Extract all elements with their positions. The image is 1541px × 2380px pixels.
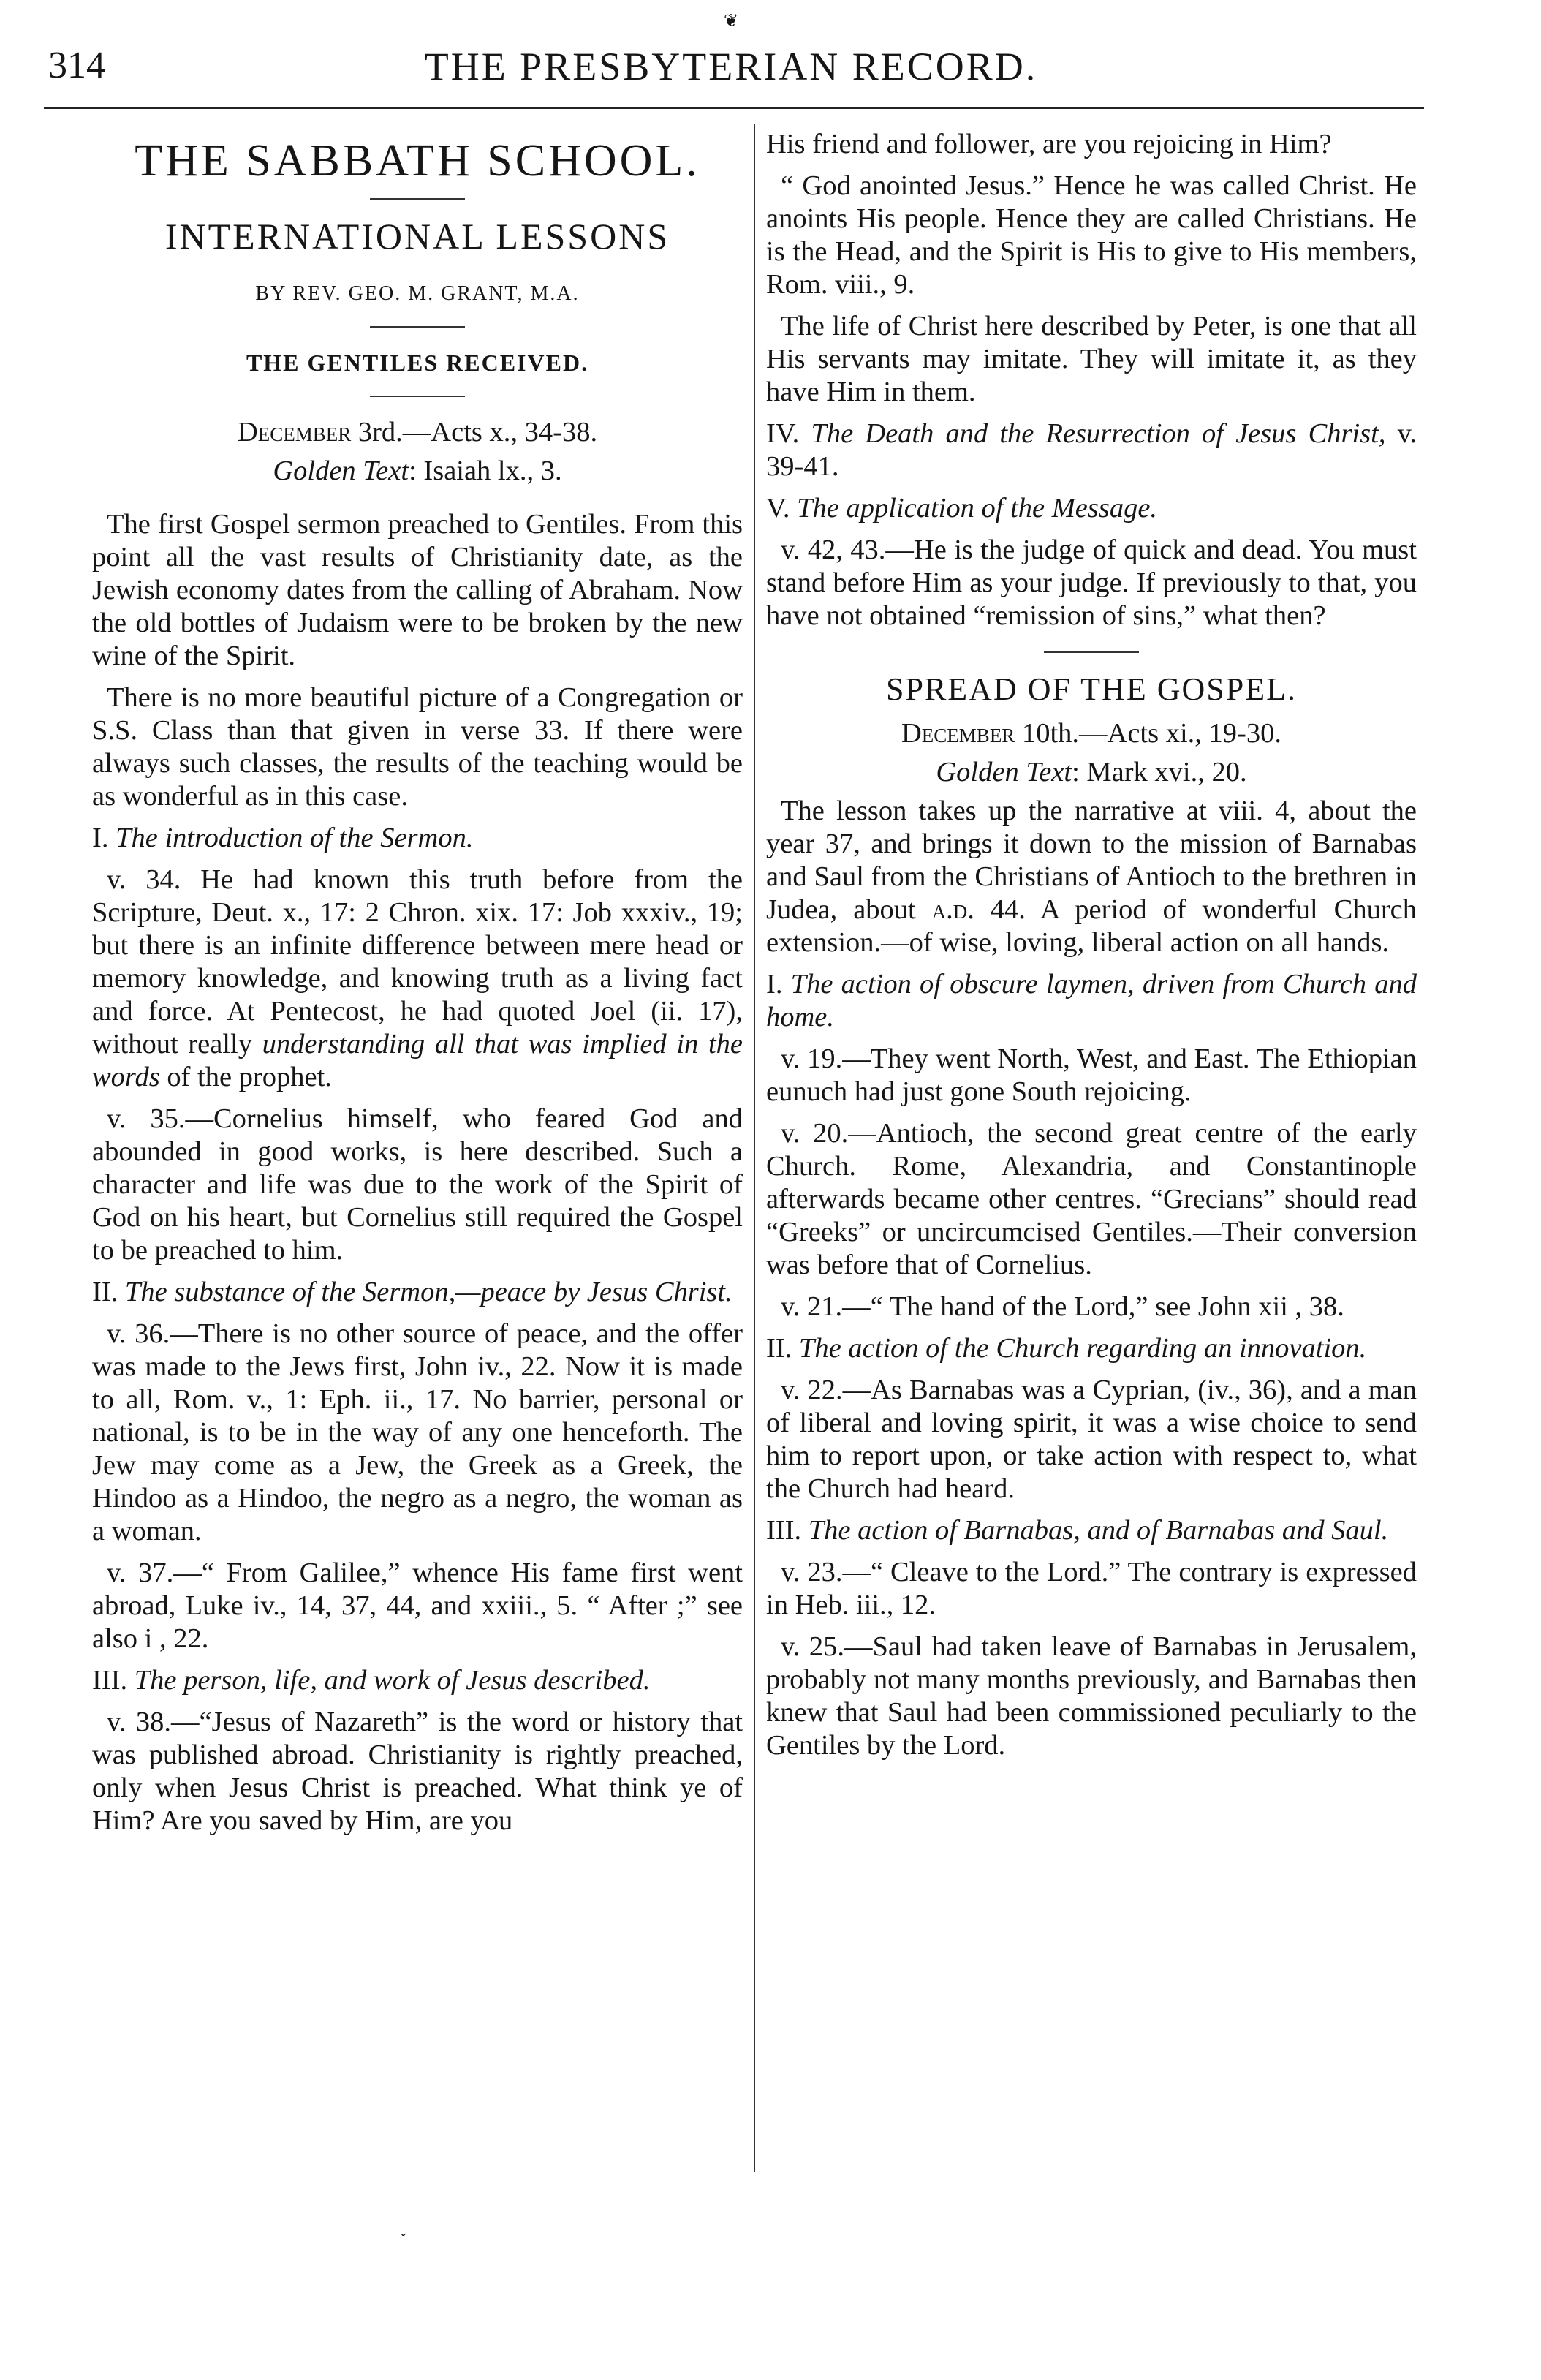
author-line: BY REV. GEO. M. GRANT, M.A.: [255, 282, 580, 305]
intro-paragraph: The lesson takes up the narrative at viii. 4, about the year 37, and brings it down to the mission of Barnabas and Saul from the Christians of Antioch to the brethren in Judea, about a.d. 44. A period of wonderful Church extension.—of wise, loving, liberal action on all hands.: [766, 796, 1417, 958]
title-rule: [370, 198, 465, 200]
verse-note: v. 34. He had known this truth before from the Scripture, Deut. x., 17: 2 Chron. xix. 17: Job xxxiv., 19; but there is an infinite difference between mere head or memory knowledge, and knowing truth as a living fact and force. At Pentecost, he had quoted Joel (ii. 17), without really understanding all that was implied in the words of the prophet.: [92, 864, 743, 1092]
running-head: THE PRESBYTERIAN RECORD.: [424, 45, 1038, 88]
section-heading: II. The action of the Church regarding an innovation.: [766, 1333, 1367, 1364]
section-heading: IV. The Death and the Resurrection of Jesus Christ, v. 39-41.: [766, 418, 1417, 482]
section-heading: III. The person, life, and work of Jesus described.: [92, 1665, 651, 1696]
lessons-title: INTERNATIONAL LESSONS: [164, 216, 670, 257]
section-heading: I. The action of obscure laymen, driven from Church and home.: [766, 969, 1417, 1032]
verse-note: v. 38.—“Jesus of Nazareth” is the word or history that was published abroad. Christianity is rightly preached, only when Jesus Christ is preached. What think ye of Him? Are you saved by Him, are you: [92, 1707, 743, 1836]
golden-text: Golden Text: Mark xvi., 20.: [936, 757, 1247, 787]
intro-paragraph: The first Gospel sermon preached to Gentiles. From this point all the vast results of Christianity date, as the Jewish economy dates from the calling of Abraham. Now the old bottles of Judaism were to be broken by the new wine of the Spirit.: [92, 509, 743, 671]
section-heading: V. The application of the Message.: [766, 493, 1158, 524]
verse-note: v. 42, 43.—He is the judge of quick and dead. You must stand before Him as your judge. If previously to that, you have not obtained “remission of sins,” what then?: [766, 534, 1417, 631]
lesson-title: SPREAD OF THE GOSPEL.: [886, 671, 1297, 707]
golden-text: Golden Text: Isaiah lx., 3.: [273, 456, 562, 486]
paragraph: The life of Christ here described by Peter, is one that all His servants may imitate. They will imitate it, as they have Him in them.: [766, 311, 1417, 407]
author-rule: [370, 326, 465, 328]
column-divider: [754, 124, 755, 2172]
left-column: [92, 128, 743, 1846]
verse-note: v. 21.—“ The hand of the Lord,” see John xii , 38.: [781, 1291, 1344, 1322]
lesson-date: December 10th.—Acts xi., 19-30.: [901, 718, 1281, 749]
lesson-rule: [370, 396, 465, 397]
stray-mark: ˇ: [401, 2230, 406, 2248]
verse-note: v. 35.—Cornelius himself, who feared God and abounded in good works, is here described. Such a character and life was due to the work of the Spirit of God on his heart, but Cornelius still required the Gospel to be preached to him.: [92, 1103, 743, 1266]
section-heading: I. The introduction of the Sermon.: [92, 823, 474, 853]
verse-note: v. 25.—Saul had taken leave of Barnabas in Jerusalem, probably not many months previously, and Barnabas then knew that Saul had been commissioned peculiarly to the Gentiles by the Lord.: [766, 1631, 1417, 1761]
verse-note: v. 23.—“ Cleave to the Lord.” The contrary is expressed in Heb. iii., 12.: [766, 1557, 1417, 1620]
paragraph: “ God anointed Jesus.” Hence he was called Christ. He anoints His people. Hence they are called Christians. He is the Head, and the Spirit is His to give to His members, Rom. viii., 9.: [766, 170, 1417, 300]
verse-note: v. 36.—There is no other source of peace, and the offer was made to the Jews first, John iv., 22. Now it is made to all, Rom. v., 1: Eph. ii., 17. No barrier, personal or national, is to be in the way of any one henceforth. The Jew may come as a Jew, the Greek as a Greek, the Hindoo as a Hindoo, the negro as a negro, the woman as a woman.: [92, 1318, 743, 1546]
section-title: THE SABBATH SCHOOL.: [135, 136, 700, 186]
page-number: 314: [48, 45, 105, 86]
verse-note: v. 20.—Antioch, the second great centre of the early Church. Rome, Alexandria, and Constantinople afterwards became other centres. “Grecians” should read “Greeks” or uncircumcised Gentiles.—Their conversion was before that of Cornelius.: [766, 1118, 1417, 1280]
intro-paragraph: There is no more beautiful picture of a Congregation or S.S. Class than that given in verse 33. If there were always such classes, the results of the teaching would be as wonderful as in this case.: [92, 682, 743, 812]
section-heading: III. The action of Barnabas, and of Barnabas and Saul.: [766, 1515, 1389, 1546]
lesson-title: THE GENTILES RECEIVED.: [246, 350, 589, 376]
verse-note: v. 19.—They went North, West, and East. The Ethiopian eunuch had just gone South rejoicing.: [766, 1043, 1417, 1107]
page-header: [44, 28, 1418, 101]
header-rule: [44, 107, 1424, 109]
ornament-icon: ❦: [724, 12, 739, 31]
lesson-date: December 3rd.—Acts x., 34-38.: [237, 417, 598, 447]
continued-paragraph: His friend and follower, are you rejoicing in Him?: [766, 129, 1332, 159]
lesson-separator: [1044, 651, 1139, 653]
verse-note: v. 22.—As Barnabas was a Cyprian, (iv., 36), and a man of liberal and loving spirit, it was a wise choice to send him to report upon, or take action with respect to, what the Church had heard.: [766, 1375, 1417, 1504]
verse-note: v. 37.—“ From Galilee,” whence His fame first went abroad, Luke iv., 14, 37, 44, and xxiii., 5. “ After ;” see also i , 22.: [92, 1557, 743, 1654]
right-column: [766, 128, 1417, 1771]
section-heading: II. The substance of the Sermon,—peace by Jesus Christ.: [92, 1277, 732, 1307]
